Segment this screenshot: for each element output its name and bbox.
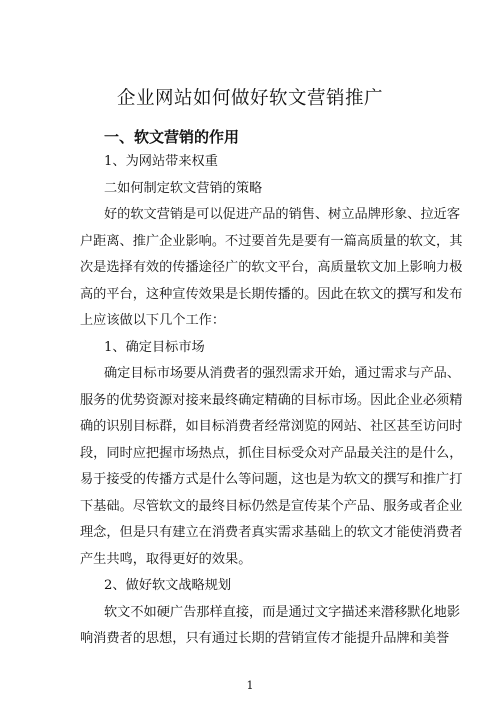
paragraph-line: 确定目标市场要从消费者的强烈需求开始，通过需求与产品、	[104, 366, 461, 381]
paragraph-line: 确的识别目标群，如目标消费者经常浏览的网站、社区甚至访问时	[80, 419, 463, 434]
list-item-heading: 1、为网站带来权重	[104, 154, 218, 169]
paragraph-line: 软文不如硬广告那样直接，而是通过文字描述来潜移默化地影	[104, 605, 461, 620]
document-title: 企业网站如何做好软文营销推广	[116, 88, 383, 109]
paragraph-line: 好的软文营销是可以促进产品的销售、树立品牌形象、拉近客	[104, 207, 461, 222]
list-item-heading: 1、确定目标市场	[104, 340, 205, 355]
paragraph-line: 响消费者的思想，只有通过长期的营销宣传才能提升品牌和美誉	[80, 631, 450, 646]
paragraph-line: 产生共鸣，取得更好的效果。	[80, 552, 252, 567]
paragraph-line: 高的平台，这种宣传效果是长期传播的。因此在软文的撰写和发布	[80, 287, 463, 302]
paragraph-line: 上应该做以下几个工作：	[80, 313, 226, 328]
paragraph-line: 理念，但是只有建立在消费者真实需求基础上的软文才能使消费者	[80, 525, 463, 540]
page-number: 1	[246, 679, 254, 692]
paragraph-line: 服务的优势资源对接来最终确定精确的目标市场。因此企业必须精	[80, 393, 463, 408]
paragraph-line: 易于接受的传播方式是什么等问题，这也是为软文的撰写和推广打	[80, 472, 463, 487]
list-item-heading: 2、做好软文战略规划	[104, 578, 232, 593]
paragraph-line: 户距离、推广企业影响。不过要首先是要有一篇高质量的软文，其	[80, 234, 463, 249]
paragraph-line: 次是选择有效的传播途径广的软文平台，高质量软文加上影响力极	[80, 260, 463, 275]
paragraph-line: 下基础。尽管软文的最终目标仍然是宣传某个产品、服务或者企业	[80, 499, 463, 514]
section-heading: 一、软文营销的作用	[104, 128, 240, 146]
subsection-heading: 二如何制定软文营销的策略	[104, 181, 263, 196]
paragraph-line: 段，同时应把握市场热点，抓住目标受众对产品最关注的是什么，	[80, 446, 463, 461]
